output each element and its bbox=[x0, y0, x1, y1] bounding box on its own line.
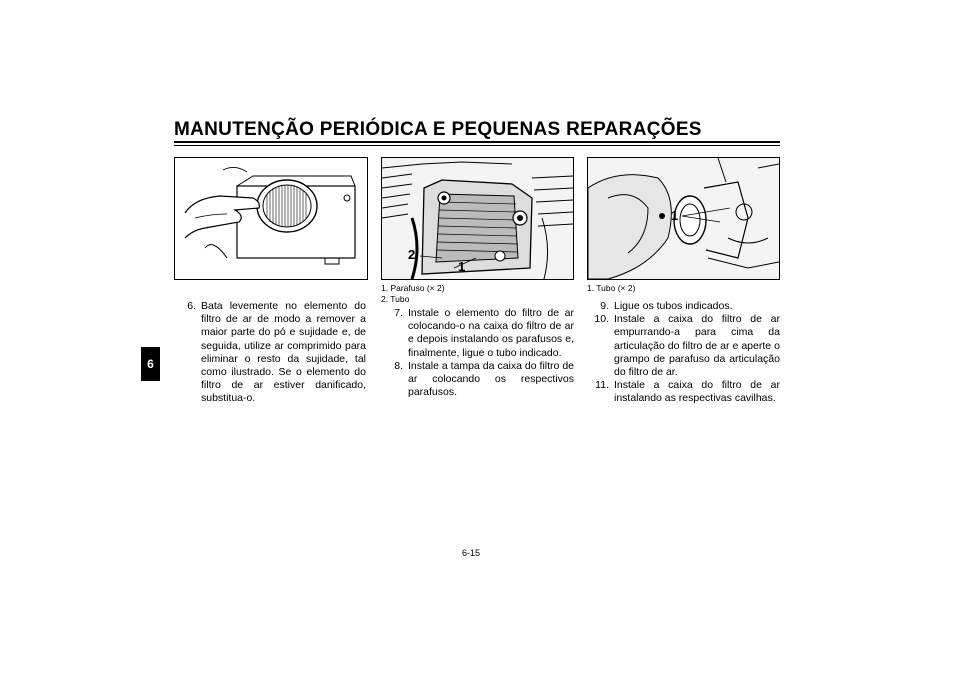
step-text: Instale a caixa do filtro de ar instalando as respectivas cavilhas. bbox=[614, 379, 780, 405]
caption-line-tube: 2. Tubo bbox=[381, 294, 410, 304]
step-text: Instale a caixa do filtro de ar empurrando-a para cima da articulação do filtro de ar e aperte o grampo de parafuso da articulação do filtro de ar. bbox=[614, 313, 780, 379]
title-rule-thin bbox=[174, 145, 780, 146]
step-number: 10. bbox=[594, 313, 609, 326]
step-10 bbox=[587, 313, 780, 379]
step-number: 9. bbox=[600, 300, 609, 312]
step-text: Instale a tampa da caixa do filtro de ar colocando os respectivos parafusos. bbox=[408, 359, 574, 399]
step-11 bbox=[587, 379, 780, 405]
step-number: 8. bbox=[394, 359, 403, 372]
illustration-filter-element bbox=[175, 158, 367, 279]
figure-3-caption bbox=[587, 283, 635, 294]
step-number: 6. bbox=[187, 300, 196, 312]
step-number: 7. bbox=[394, 307, 403, 319]
steps-column-2 bbox=[381, 307, 574, 399]
chapter-tab: 6 bbox=[141, 347, 160, 381]
step-text: Instale o elemento do filtro de ar colocando-o na caixa do filtro de ar e depois instalando os parafusos e, finalmente, ligue o tubo indicado. bbox=[408, 307, 574, 359]
caption-line-tube: 1. Tubo (× 2) bbox=[587, 283, 636, 293]
steps-column-1 bbox=[174, 300, 366, 406]
figure-air-filter-tapping bbox=[174, 157, 368, 280]
callout-2: 2 bbox=[408, 247, 416, 262]
page-number: 6-15 bbox=[462, 548, 481, 558]
illustration-engine-filter bbox=[382, 158, 573, 279]
caption-line-bolt: 1. Parafuso (× 2) bbox=[381, 283, 445, 293]
step-text: Bata levemente no elemento do filtro de ar de modo a remover a maior parte do pó e sujidade e, de seguida, utilize ar comprimido para eliminar o resto da sujidade, tal como ilustrado. Se o elemento do filtro de ar estiver danificado, substitua-o. bbox=[201, 300, 366, 405]
step-8 bbox=[381, 360, 574, 400]
callout-1: 1 bbox=[671, 208, 679, 223]
step-7 bbox=[381, 307, 574, 360]
step-6 bbox=[174, 300, 366, 406]
figure-filter-installation bbox=[381, 157, 574, 280]
illustration-tube-joint bbox=[588, 158, 779, 279]
step-text: Ligue os tubos indicados. bbox=[614, 300, 733, 312]
figure-tube-connection bbox=[587, 157, 780, 280]
step-9 bbox=[587, 300, 780, 313]
title-rule bbox=[174, 141, 780, 143]
figure-2-caption bbox=[381, 283, 445, 305]
step-number: 11. bbox=[595, 379, 609, 392]
page-title: MANUTENÇÃO PERIÓDICA E PEQUENAS REPARAÇÕES bbox=[174, 119, 702, 140]
callout-1: 1 bbox=[458, 259, 466, 274]
steps-column-3 bbox=[587, 300, 780, 406]
